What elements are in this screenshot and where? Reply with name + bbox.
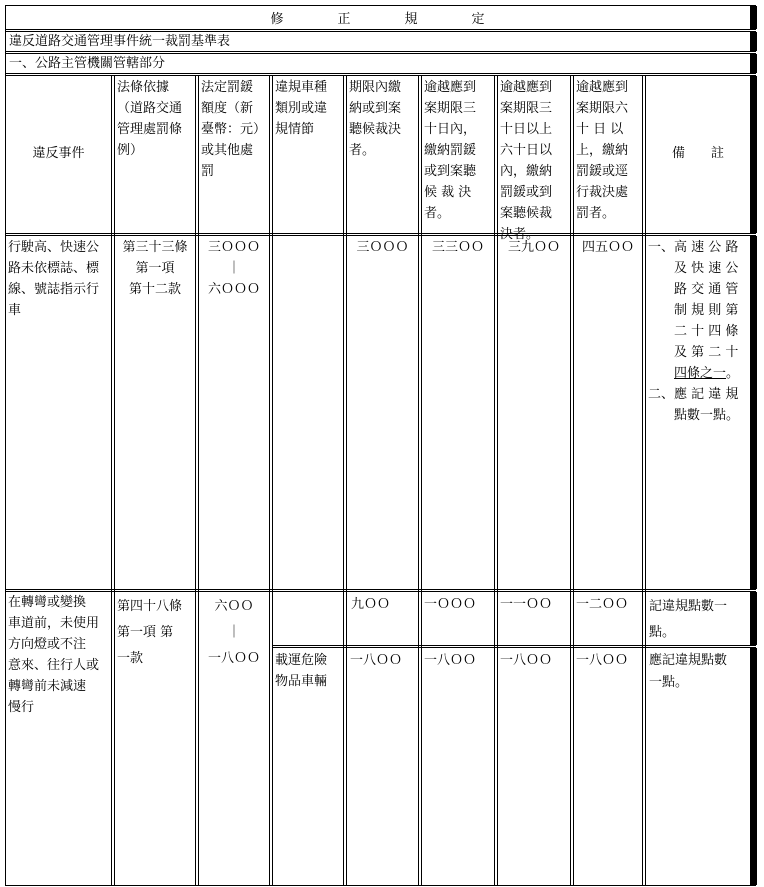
header-law: 法條依據 （道路交通 管理處罰條 例）	[117, 80, 183, 158]
row2a-overdue-30: 一ＯＯＯ	[424, 597, 477, 612]
row2-law: 第四十八條 第一項 第 一款	[117, 599, 183, 666]
row2b-notes: 應記違規點數 一點。	[649, 653, 728, 690]
row1-overdue-30-60: 三九ＯＯ	[507, 240, 560, 255]
header-within-deadline: 期限內繳 納或到案 聽候裁決 者。	[349, 80, 402, 158]
header-overdue-30-60: 逾越應到 案期限三 十日以上 六十日以 內，繳納 罰鍰或到 案聽候裁 決者。	[500, 80, 553, 242]
header-vehicle: 違規車種 類別或違 規情節	[275, 80, 328, 137]
section-heading: 一、公路主管機關管轄部分	[9, 56, 166, 71]
row1-fine: 三ＯＯＯ ｜ 六ＯＯＯ	[207, 240, 260, 297]
header-notes: 備 註	[671, 146, 724, 161]
note-text-underlined: 四條之一	[674, 366, 727, 381]
row2b-within-deadline: 一八ＯＯ	[350, 653, 403, 668]
row2-fine: 六ＯＯ ｜ 一八ＯＯ	[207, 599, 260, 666]
row2b-overdue-30-60: 一八ＯＯ	[500, 653, 553, 668]
note-text-body: 高 速 公 路 及 快 速 公 路 交 通 管 制 規 則 第 二 十 四 條 及 第 二 十	[674, 240, 739, 360]
title-char: 修	[270, 11, 286, 27]
row2a-overdue-30-60: 一一ＯＯ	[500, 597, 553, 612]
row1-overdue-30: 三三ＯＯ	[431, 240, 484, 255]
row1-notes	[648, 237, 751, 426]
note-marker: 二、	[648, 387, 675, 402]
table-name: 違反道路交通管理事件統一裁罰基準表	[9, 34, 231, 49]
note-item	[648, 237, 751, 384]
row1-law: 第三十三條 第一項 第十二款	[122, 240, 188, 297]
header-event: 違反事件	[32, 146, 85, 161]
note-marker: 一、	[648, 240, 675, 255]
row2a-notes: 記違規點數一 點。	[649, 599, 728, 640]
row2b-overdue-30: 一八ＯＯ	[424, 653, 477, 668]
note-item	[648, 384, 751, 426]
row2-event: 在轉彎或變換 車道前，未使用 方向燈或不注 意來、往行人或 轉彎前未減速 慢行	[8, 595, 100, 715]
note-text: 應 記 違 規 點數一點。	[674, 387, 740, 423]
header-overdue-30: 逾越應到 案期限三 十日內， 繳納罰鍰 或到案聽 候 裁 決 者。	[424, 80, 477, 221]
title-char: 定	[471, 11, 487, 27]
row2a-within-deadline: 九ＯＯ	[351, 597, 391, 612]
row2a-overdue-60: 一二ＯＯ	[576, 597, 629, 612]
note-text-end: 。	[726, 366, 740, 381]
title-char: 規	[404, 11, 420, 27]
note-text	[674, 237, 739, 384]
page-title	[6, 6, 751, 28]
row1-within-deadline: 三ＯＯＯ	[356, 240, 409, 255]
row2b-vehicle: 載運危險 物品車輛	[275, 653, 328, 689]
row1-event: 行駛高、快速公 路未依標誌、標 線、號誌指示行 車	[8, 240, 100, 318]
title-char: 正	[337, 11, 353, 27]
row2b-overdue-60: 一八ＯＯ	[576, 653, 629, 668]
row1-overdue-60: 四五ＯＯ	[581, 240, 634, 255]
header-fine: 法定罰鍰 額度（新 臺幣：元） 或其他處 罰	[201, 80, 267, 179]
header-overdue-60: 逾越應到 案期限六 十 日 以 上，繳納 罰鍰或逕 行裁決處 罰者。	[576, 80, 629, 221]
